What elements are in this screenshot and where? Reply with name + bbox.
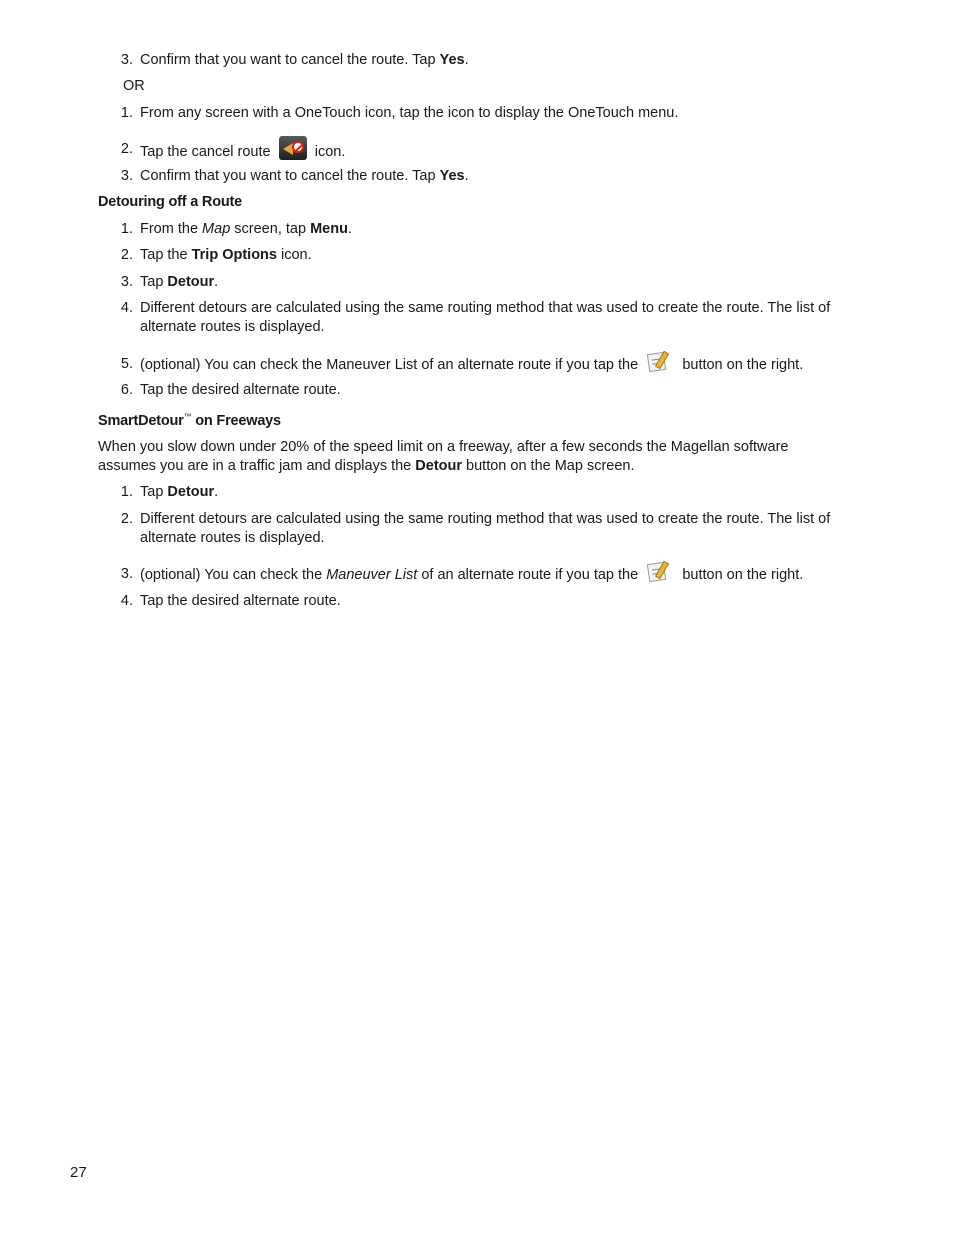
step-number: 2.: [120, 141, 133, 157]
step-number: 2.: [120, 247, 133, 263]
section-heading: Detouring off a Route: [98, 194, 243, 210]
step-text: Tap the desired alternate route.: [140, 593, 341, 609]
step-text: Confirm that you want to cancel the route. Tap Yes.: [140, 52, 469, 68]
step-number: 2.: [120, 511, 133, 527]
step-number: 6.: [120, 382, 133, 398]
step-number: 5.: [120, 356, 133, 372]
step-text: (optional) You can check the Maneuver List of an alternate route if you tap the button on the right.: [140, 355, 803, 375]
step-text: Different detours are calculated using the same routing method that was used to create the route. The list of alternate routes is displayed.: [140, 511, 831, 546]
maneuver-list-icon: [646, 561, 670, 581]
step-text: (optional) You can check the Maneuver List of an alternate route if you tap the button on the right.: [140, 565, 803, 585]
step-text: Tap the cancel route icon.: [140, 140, 345, 164]
step-text: Tap Detour.: [140, 274, 219, 290]
step-text: Tap Detour.: [140, 484, 219, 500]
step-number: 1.: [120, 221, 133, 237]
step-number: 3.: [120, 168, 133, 184]
yes-label: Yes: [439, 168, 465, 184]
step-text: Tap the desired alternate route.: [140, 382, 341, 398]
step-number: 1.: [120, 105, 133, 121]
yes-label: Yes: [439, 52, 465, 68]
step-number: 1.: [120, 484, 133, 500]
trademark-symbol: ™: [183, 412, 192, 422]
step-number: 3.: [120, 566, 133, 582]
step-text: From the Map screen, tap Menu.: [140, 221, 352, 237]
cancel-route-icon: [279, 136, 307, 160]
step-text: Confirm that you want to cancel the route. Tap Yes.: [140, 168, 469, 184]
step-text: Different detours are calculated using the same routing method that was used to create the route. The list of alternate routes is displayed.: [140, 300, 831, 335]
maneuver-list-icon: [646, 351, 670, 371]
step-number: 4.: [120, 593, 133, 609]
step-text: Tap the Trip Options icon.: [140, 247, 312, 263]
step-text: From any screen with a OneTouch icon, tap the icon to display the OneTouch menu.: [140, 105, 679, 121]
section-heading: SmartDetour™ on Freeways: [98, 412, 281, 429]
step-number: 3.: [120, 274, 133, 290]
step-number: 3.: [120, 52, 133, 68]
intro-paragraph: When you slow down under 20% of the speed limit on a freeway, after a few seconds the Magellan software assumes you are in a traffic jam and displays the Detour button on the Map screen.: [98, 439, 789, 474]
step-number: 4.: [120, 300, 133, 316]
or-separator: OR: [123, 78, 145, 94]
page-number: 27: [70, 1164, 87, 1181]
